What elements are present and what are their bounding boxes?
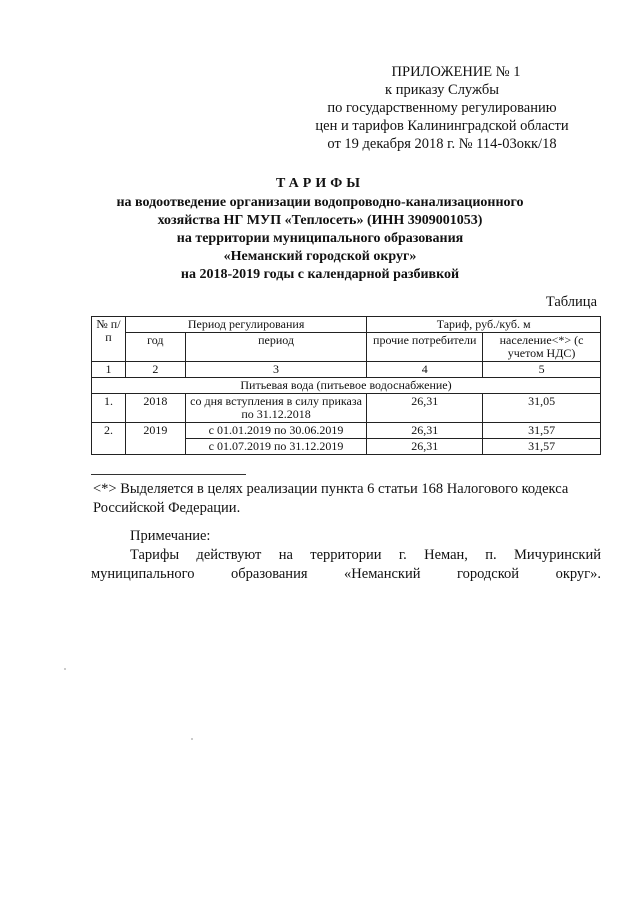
title-line-2: хозяйства НГ МУП «Теплосеть» (ИНН 3909001053) (157, 213, 483, 228)
row-period: со дня вступления в силу приказа по 31.12.2018 (185, 394, 367, 423)
title-line-5: на 2018-2019 годы с календарной разбивкой (180, 267, 460, 282)
table-subheader-row (92, 333, 601, 362)
col-num: 4 (367, 362, 483, 378)
table-header-row (92, 317, 601, 333)
title-line-1: на водоотведение организации водопроводно-канализационного (116, 195, 524, 210)
title-main: ТАРИФЫ (276, 176, 364, 191)
appendix-number: ПРИЛОЖЕНИЕ № 1 (391, 64, 521, 80)
header-other-consumers: прочие потребители (367, 333, 483, 362)
header-population: население<*> (с учетом НДС) (483, 333, 601, 362)
appendix-order-date: от 19 декабря 2018 г. № 114-03окк/18 (327, 136, 557, 152)
title-line-3: на территории муниципального образования (176, 231, 464, 246)
col-num: 1 (92, 362, 126, 378)
table-row (92, 394, 601, 423)
row-other-tariff: 26,31 (367, 394, 483, 423)
col-num: 5 (483, 362, 601, 378)
col-num: 3 (185, 362, 367, 378)
row-other-tariff: 26,31 (367, 423, 483, 439)
note-title: Примечание: (130, 528, 211, 544)
table-row (92, 423, 601, 439)
appendix-service-name: по государственному регулированию (327, 100, 557, 116)
header-tariff: Тариф, руб./куб. м (367, 317, 601, 333)
appendix-service-region: цен и тарифов Калининградской области (315, 118, 569, 134)
note-line-2: муниципального образования «Неманский городской округ». (91, 566, 601, 582)
appendix-order-ref: к приказу Службы (385, 82, 499, 98)
footnote-divider (91, 474, 246, 475)
appendix-header (292, 63, 592, 153)
footnote: <*> Выделяется в целях реализации пункта 6 статьи 168 Налогового кодекса Российской Федерации. (93, 481, 569, 516)
row-population-tariff: 31,05 (483, 394, 601, 423)
document-title (100, 175, 540, 284)
scan-speck (64, 668, 66, 670)
section-title: Питьевая вода (питьевое водоснабжение) (92, 378, 601, 394)
header-number: № п/п (92, 317, 126, 362)
row-population-tariff: 31,57 (483, 423, 601, 439)
note-text (91, 546, 601, 584)
row-period: с 01.01.2019 по 30.06.2019 (185, 423, 367, 439)
table-section-row (92, 378, 601, 394)
row-number: 1. (92, 394, 126, 423)
note-line-1: Тарифы действуют на территории г. Неман, п. Мичуринский (130, 547, 601, 563)
col-num: 2 (125, 362, 185, 378)
header-period-sub: период (185, 333, 367, 362)
table-column-numbers (92, 362, 601, 378)
header-year: год (125, 333, 185, 362)
row-other-tariff: 26,31 (367, 439, 483, 455)
title-line-4: «Неманский городской округ» (223, 249, 417, 264)
row-year: 2018 (125, 394, 185, 423)
scan-speck (191, 738, 193, 740)
tariffs-table (91, 316, 601, 455)
header-period: Период регулирования (125, 317, 366, 333)
table-label: Таблица (545, 294, 597, 310)
row-year: 2019 (125, 423, 185, 455)
row-period: с 01.07.2019 по 31.12.2019 (185, 439, 367, 455)
row-population-tariff: 31,57 (483, 439, 601, 455)
row-number: 2. (92, 423, 126, 455)
